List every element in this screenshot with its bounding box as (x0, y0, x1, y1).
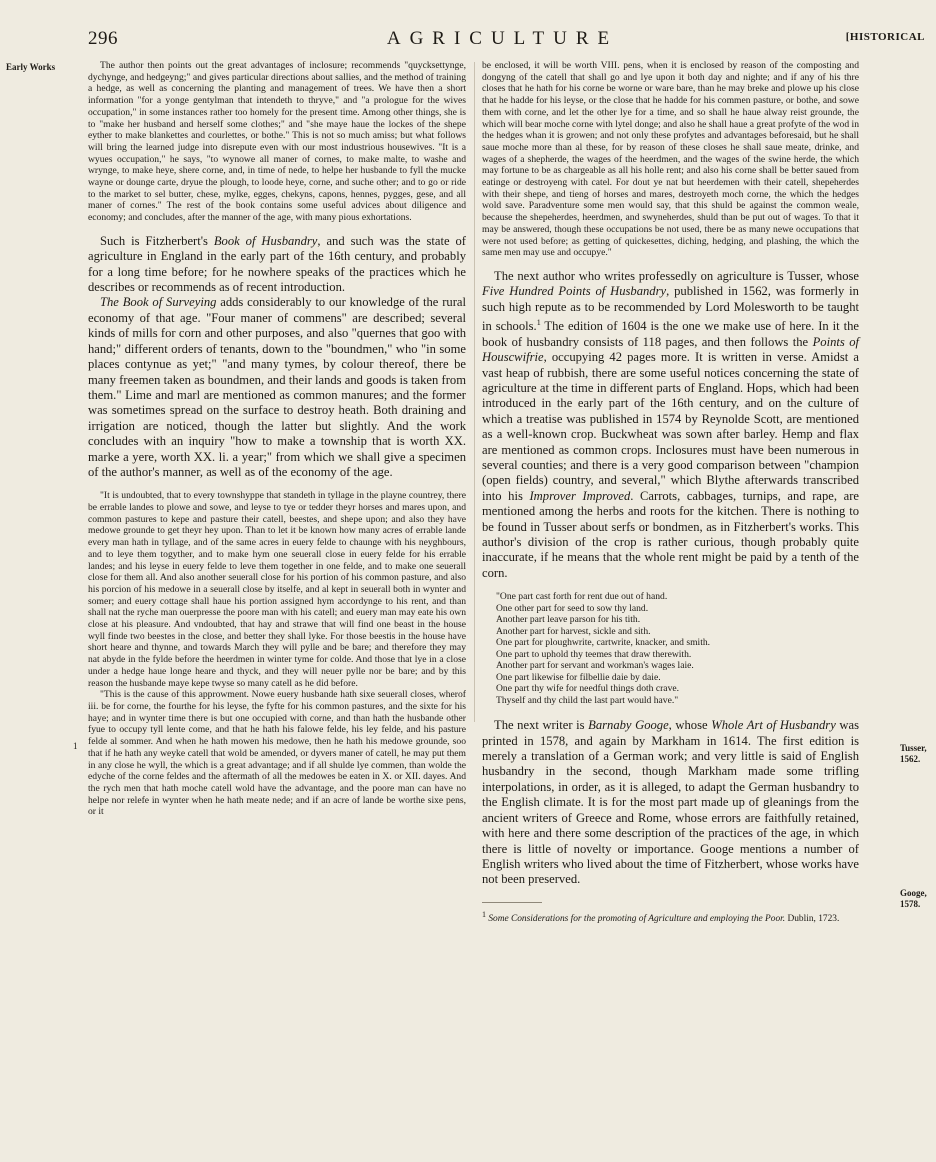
quotation-township: "It is undoubted, that to every townshyppe that standeth in tyllage in the playne countrey, there be errable landes to plowe and sowe, and leyse to tye or tedder theyr horses and mares upon, and common pastures to kepe and pasture their catell, beestes, and shepe upon; and also they have medowe grounde to get theyr hey upon. Than to let it be known how many acres of errable lande every man hath in tyllage, and of the same acres in euery felde to chaunge with his neyghbours, and to leye them togyther, and to make hym one seuerall close in euery felde for his errable landes; and his leyse in euery felde to leve them together in one felde, and to make one seuerall close for them all. And also another seuerall close for his portion of his common pasture, and also his porcion of his medowe in a seuerall close by itselfe, and al kept in seuerall both in wynter and somer; and euery cottage shall haue his portion assigned hym accordynge to his rent, and than shall nat the ryche man ouerpresse the poore man with his catell; and euery man may eate his own close at his pleasure. And vndoubted, that hay and strawe that will find one beast in the house wyll finde two beestes in the close, and better they shall lyke. For those beestis in the house have short heare and thynne, and towards March they will pylle and be bare; and therefore they may nat abyde in the fylde before the heerdmen in winter tyme for colde. And those that lye in a close under a hedge haue longe heare and thyck, and they will neuer pylle nor be bare; and by this reason the husbande maye kepe twyse so many catell as he did before. (88, 490, 466, 689)
line-mark: 1 (73, 741, 78, 751)
footnote-number: 1 (482, 909, 486, 919)
paragraph-fitzherbert (88, 234, 466, 296)
paragraph-surveying (88, 295, 466, 480)
page-header (80, 28, 925, 54)
text-run: , published in 1562, was formerly in such high repute as to be recommended by Lord Molesworth to be taught in schools. (482, 284, 859, 334)
book-title: Five Hundred Points of Husbandry (482, 284, 667, 299)
text-run: , occupying 42 pages more. It is written in verse. Amidst a vast heap of rubbish, there are some useful notices concerning the state of agriculture at the time in different parts of England. Hops, which had been introduced in the early part of the 16th century, and on the culture of which a treatise was published in 1574 by Reynolde Scott, are mentioned as a well-known crop. Buckwheat was sown after barley. Hemp and flax are mentioned as common crops. Inclosures must have been numerous in several counties; and there is a very good comparison between "champion (open fields) country, and several," which Blythe afterwards transcribed into his (482, 350, 859, 503)
footnote-rule (482, 902, 542, 903)
quotation-approwment: "This is the cause of this approwment. Nowe euery husbande hath sixe seuerall closes, wherof iii. be for corne, the fourthe for his leyse, the fyfte for his common pastures, and the sixte for his haye; and in wynter time there is but one occupied with corne, and than hath the husbande other fyue to occupy tyll lente come, and that he hath his falowe felde, his ley felde, and his pasture felde al sommer. And when he hath mowen his medowe, then he hath his medowe grounde, soo that if he hath any weyke catell that wold be amended, or dyvers maner of catell, he may put them in any close he wyll, the which is a great advantage; and if all shulde lye commen, than wolde the edyche of the corne feldes and the aftermath of all the medowes be eaten in X. or XII. dayes. And the rych men that hath moche catell wold have the advantage, and the poore man can have no helpe nor relefe in wynter when he hath meate nede; and if an acre of lande be worthe sixe pens, or it (88, 689, 466, 818)
book-title: Points of Houscwifrie (482, 334, 859, 365)
left-column (88, 60, 466, 818)
author-name: Barnaby Googe (588, 718, 669, 733)
verse-line: Thyself and thy child the last part would have." (496, 694, 679, 706)
right-column (482, 60, 859, 925)
verse-quotation (496, 591, 859, 706)
footnote (482, 909, 859, 926)
text-run: , and such was the state of agriculture in England in the early part of the 16th century, and probably for a long time before; for he nowhere speaks of the practices which he describes or recommends as of recent introduction. (88, 233, 466, 295)
running-title: AGRICULTURE (386, 28, 619, 49)
book-title: Improver Improved (529, 488, 631, 503)
book-title: Book of Husbandry (213, 233, 318, 248)
paragraph-googe (482, 718, 859, 887)
verse-line: One part likewise for filbellie daie by daie. (496, 671, 661, 683)
text-run: The edition of 1604 is the one we make use of here. In it the book of husbandry consists of 118 pages, and then follows the (482, 319, 859, 349)
page-number: 296 (88, 28, 118, 49)
quotation-continued: be enclosed, it will be worth VIII. pens, when it is enclosed by reason of the composting and dongyng of the catell that shall go and lye upon it both day and nighte; and if any of his thre closes that he hath for his corne be worne or ware bare, than he may breke and plowe up his close that he hadde for his leyse, or the close that he hadde for his commen pasture, or bothe, and sowe them with corne, and let the other lye for a time, and so shall he haue alway reist grounde, the which will bear moche corne with lytel donge; and also he shall haue a great profyte of the wod in the hedges whan it is growen; and not only these profytes and advantages beforesaid, but he shall saue moche more than al these, for by reason of these closes he shall saue meate, drinke, and wages of a shepherde, the wages of the heerdmen, and the wages of the swine herde, the which may fortune to be as chargeable as all his holle rent; and also his corne shall be better saued from eatinge or destroyeng with catel. For dout ye nat but heerdemen with their catell, shepeherdes with their shepe, and tieng of horses and mares, destroyeth moch corne, the which the hedges wold save. Paradventure some men would say, that this shuld be against the common weale, because the shepeherdes, heerdmen, and swyneherdes, shuld than be put out of wages. To that it may be answered, though these occupations be not used, there be as many newe occupations that were not used before; as getting of quickesettes, diching, hedging, and plashing, the which the same men may use and occupye." (482, 60, 859, 259)
verse-line: One part for ploughwrite, cartwrite, knacker, and smith. (496, 637, 711, 649)
margin-note-tusser: Tusser, 1562. (900, 743, 927, 764)
verse-line: One other part for seed to sow thy land. (496, 602, 649, 614)
text-run: The next writer is (494, 718, 589, 733)
footnote-title: Some Considerations for the promoting of Agriculture and employing the Poor. (488, 913, 786, 924)
footnote-ref: 1 (536, 318, 541, 328)
text-run: The next author who writes professedly on agriculture is Tusser, whose (494, 268, 859, 283)
text-run: , whose (668, 718, 712, 733)
book-title: The Book of Surveying (100, 295, 217, 310)
text-run: adds considerably to our knowledge of the rural economy of that age. "Four maner of commens" are described; several kinds of mills for corn and other purposes, and also "quernes that goo with hand;" different orders of tenants, down to the "boundmen," who "in some places contynue as yet;" "and many tymes, by colour thereof, there be many freemen taken as boundmen, and their lands and goods is taken from them." Lime and marl are mentioned as common manures; and the former was sometimes spread on the surface to destroy heath. Both draining and irrigation are noticed, though the latter but slightly. And the work concludes with an inquiry "how to make a township that is worth XX. marke a yere, worth XX. li. a year;" from which we shall give a specimen of the author's manner, as well as of the economy of the age. (88, 295, 466, 479)
text-run: was printed in 1578, and again by Markham in 1614. The first edition is merely a translation of a German work; and very little is said of English husbandry in the second, though Markham made some trifling interpolations, in order, as it is alleged, to adapt the German husbandry to the English climate. It is for the most part made up of gleanings from the ancient writers of Greece and Rome, whose errors are faithfully retained, with here and there some description of the practices of the age, in which there is little of novelty or importance. Googe mentions a number of English writers who lived about the time of Fitzherbert, whose works have not been preserved. (482, 718, 859, 887)
paragraph-inclosure: The author then points out the great advantages of inclosure; recommends "quycksettynge, dychynge, and hedgeyng;" and gives particular directions about sallies, and the method of training a hedge, as well as concerning the planting and management of trees. We have then a short information "for a yonge gentylman that intendeth to thryve," and "a prologue for the wives occupation," in some instances rather too homely for the present time. Among other things, she is to "make her husband and herself some clothes;" and "she maye haue the lockes of the shepe eyther to make blankettes and courlettes, or bothe." This is not so much amiss; but what follows will bring the learned judge into disrepute even with our most industrious housewives. "It is a wyues occupation," he says, "to wynowe all maner of cornes, to make malte, to washe and wrynge, to make heye, shere corne, and, in time of nede, to helpe her husbande to fyll the mucke wayne or dounge carte, dryue the plough, to loode heye, corne, and suche other; and to go or ride to the market to sel butter, chese, mylke, egges, chekyns, capons, hennes, pygges, gese, and all maner of cornes." The rest of the book contains some useful advices about diligence and economy; and concludes, after the manner of the age, with many pious exhortations. (88, 60, 466, 224)
verse-line: Another part for servant and workman's wages laie. (496, 660, 694, 672)
verse-line: Another part leave parson for his tith. (496, 614, 641, 626)
margin-note-early-works: Early Works (6, 62, 56, 72)
text-run: Such is Fitzherbert's (100, 233, 214, 248)
verse-line: One part thy wife for needful things doth crave. (496, 683, 680, 695)
margin-note-googe: Googe, 1578. (900, 888, 927, 909)
verse-line: Another part for harvest, sickle and sith. (496, 625, 651, 637)
book-title: Whole Art of Husbandry (711, 718, 836, 733)
verse-line: One part to uphold thy teemes that draw therewith. (496, 648, 692, 660)
section-tag: [HISTORICAL (845, 31, 925, 43)
paragraph-tusser (482, 269, 859, 581)
footnote-source: Dublin, 1723. (785, 913, 840, 924)
verse-line: "One part cast forth for rent due out of hand. (496, 591, 668, 603)
column-rule (474, 62, 475, 722)
text-run: . Carrots, cabbages, turnips, and rape, are mentioned among the herbs and roots for the kitchen. There is nothing to be found in Tusser about serfs or bondmen, as in Fitzherbert's works. This author's division of the crop is rather curious, though probably quite inaccurate, if he means that the whole rent might be paid by a tenth of the corn. (482, 488, 859, 580)
